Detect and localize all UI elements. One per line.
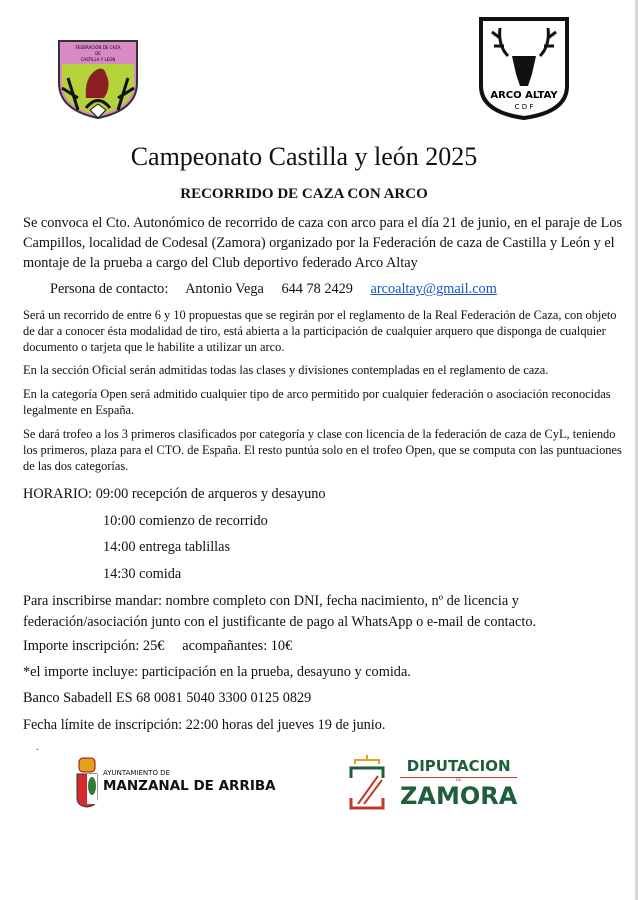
page-title: Campeonato Castilla y león 2025 [130,142,478,171]
contact-phone: 644 78 2429 [281,281,353,297]
schedule-row-1 [23,484,623,504]
schedule-item: 14:30 comida [103,566,182,582]
manzanal-line2: MANZANAL DE ARRIBA [103,778,276,795]
fees-label: Importe inscripción: [23,638,140,654]
svg-text:DE: DE [95,51,101,56]
paragraph-recorrido: Será un recorrido de entre 6 y 10 propuestas que se regirán por el reglamento de la Real Federación de Caza, con objeto de dar a conocer ésta modalidad de tiro, está abierta a la participación de cualquier arquero que disponga de cualquier documento o tarjeta que le habilite a utilizar un arco. [23,308,617,354]
diputacion-line2: ZAMORA [400,781,518,810]
schedule-item: 09:00 recepción de arqueros y desayuno [95,486,326,502]
svg-text:ARCO ALTAY: ARCO ALTAY [490,90,558,101]
bank-account: Banco Sabadell ES 68 0081 5040 3300 0125 0829 [23,690,312,706]
registration-paragraph: Para inscribirse mandar: nombre completo con DNI, fecha nacimiento, nº de licencia y federación/asociación junto con el justificante de pago al WhatsApp o e-mail de contacto. [23,593,537,630]
fees-amount: 25€ [142,638,165,654]
contact-email-link[interactable]: arcoaltay@gmail.com [370,281,497,297]
contact-line [50,279,638,299]
federacion-caza-logo [56,38,140,120]
intro-paragraph: Se convoca el Cto. Autonómico de recorrido de caza con arco para el día 21 de junio, en el paraje de Los Campillos, localidad de Codesal (Zamora) organizado por la Federación de caza de Castilla y León y el montaje de la prueba a cargo del Club deportivo federado Arco Altay [23,215,623,271]
paragraph-oficial: En la sección Oficial serán admitidas todas las clases y divisiones contempladas en el reglamento de caza. [23,363,549,377]
contact-label: Persona de contacto: [50,281,169,297]
svg-text:C D F: C D F [514,103,534,111]
diputacion-zamora-logo [348,752,517,814]
stray-dot: . [36,742,39,753]
page-subtitle: RECORRIDO DE CAZA CON ARCO [180,186,428,202]
diputacion-de: DE [400,777,517,782]
diputacion-z-icon [348,752,386,814]
paragraph-open: En la categoría Open será admitido cualquier tipo de arco permitido por cualquier federación o asociación reconocidas legalmente en España. [23,387,611,417]
paragraph-trofeo: Se dará trofeo a los 3 primeros clasificados por categoría y clase con licencia de la federación de caza de CyL, teniendo los primeros, plaza para el CTO. de España. El resto puntúa solo en el trofeo Open, que se computa con las puntuaciones de las dos categorías. [23,427,622,473]
diputacion-line1: DIPUTACION [406,756,511,775]
contact-name: Antonio Vega [185,281,264,297]
fees-line [23,636,623,656]
schedule-item: 14:00 entrega tablillas [103,539,231,555]
arco-altay-logo [478,16,570,120]
deadline: Fecha límite de inscripción: 22:00 horas del jueves 19 de junio. [23,717,386,733]
manzanal-logo [76,756,276,808]
svg-text:CASTILLA Y LEÓN: CASTILLA Y LEÓN [80,57,116,62]
schedule-item: 10:00 comienzo de recorrido [103,513,268,529]
schedule-label: HORARIO: [23,486,93,502]
manzanal-shield-icon [76,756,98,808]
fees-companions: acompañantes: 10€ [182,638,293,654]
manzanal-line1: AYUNTAMIENTO DE [103,769,170,778]
fee-note: *el importe incluye: participación en la prueba, desayuno y comida. [23,664,411,680]
federacion-logo-text: FEDERACIÓN DE CAZA [75,45,121,50]
